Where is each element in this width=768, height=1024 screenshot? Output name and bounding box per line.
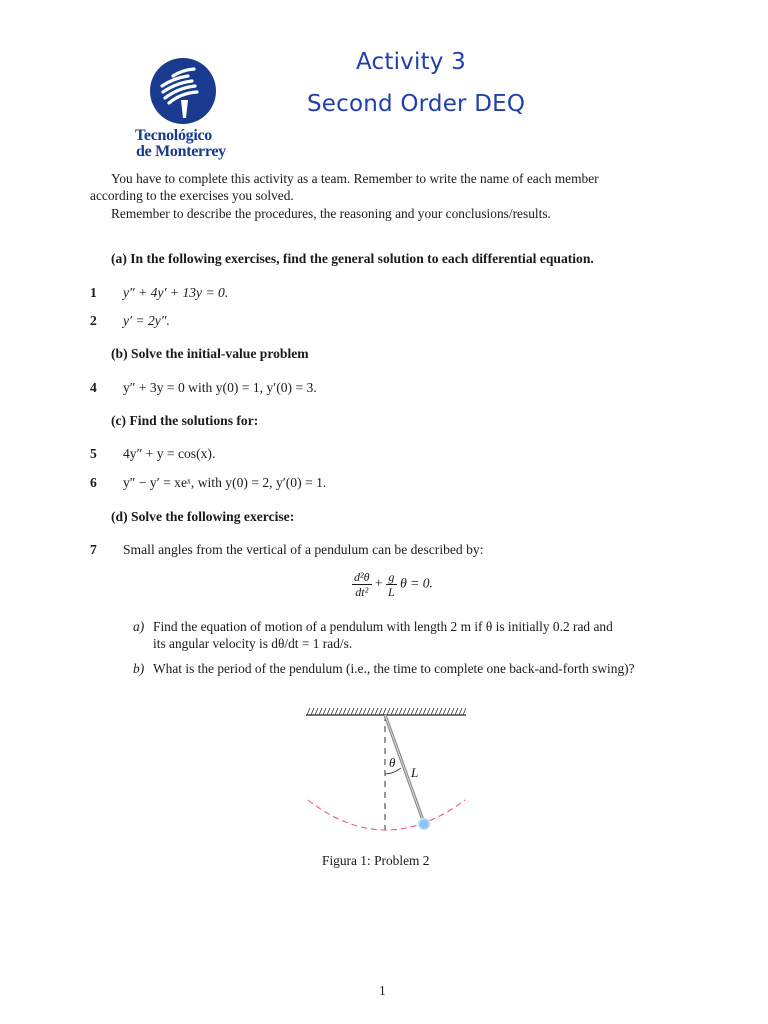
intro-line-1: You have to complete this activity as a team. Remember to write the name of each member — [111, 171, 599, 186]
pendulum-bob — [419, 819, 430, 830]
theta-label: θ — [389, 755, 396, 770]
subitem-a-line-2: its angular velocity is dθ/dt = 1 rad/s. — [153, 636, 353, 651]
eq-denominator-2: L — [387, 585, 395, 599]
problem-6-equation: y″ − y′ = xeˣ, with y(0) = 2, y′(0) = 1. — [123, 475, 327, 490]
subitem-a-label: a) — [133, 619, 145, 634]
intro-line-3: Remember to describe the procedures, the reasoning and your conclusions/results. — [111, 206, 551, 221]
logo-line-1: Tecnológico — [135, 127, 212, 144]
logo-line-2: de Monterrey — [136, 143, 226, 160]
problem-number: 2 — [90, 313, 97, 328]
section-a-heading: (a) In the following exercises, find the general solution to each differential equation. — [111, 251, 594, 266]
section-d-heading: (d) Solve the following exercise: — [111, 509, 295, 524]
eq-plus: + — [374, 575, 383, 591]
eq-numerator-2: g — [386, 570, 397, 585]
problem-1-equation: y″ + 4y′ + 13y = 0. — [123, 285, 229, 300]
problem-7-text: Small angles from the vertical of a pendulum can be described by: — [123, 542, 484, 557]
problem-number: 1 — [90, 285, 97, 300]
problem-5-equation: 4y″ + y = cos(x). — [123, 446, 216, 461]
ceiling-hatch — [307, 708, 466, 715]
figure-caption: Figura 1: Problem 2 — [322, 853, 430, 868]
section-b-heading: (b) Solve the initial-value problem — [111, 346, 309, 361]
torch-emblem-icon — [148, 56, 218, 126]
length-label: L — [411, 765, 419, 780]
page-title-line-1: Activity 3 — [356, 49, 466, 75]
page-number: 1 — [379, 983, 386, 998]
problem-number: 6 — [90, 475, 97, 490]
problem-number: 4 — [90, 380, 97, 395]
page-title-line-2: Second Order DEQ — [307, 91, 526, 117]
subitem-b-label: b) — [133, 661, 145, 676]
subitem-a-line-1: Find the equation of motion of a pendulum with length 2 m if θ is initially 0.2 rad and — [153, 619, 613, 634]
swing-arc — [308, 800, 465, 830]
eq-denominator-1: dt² — [355, 585, 369, 599]
problem-2-equation: y′ = 2y″. — [123, 313, 170, 328]
eq-rest: θ = 0. — [400, 575, 433, 591]
intro-line-2: according to the exercises you solved. — [90, 188, 294, 203]
problem-number: 7 — [90, 542, 97, 557]
problem-4-equation: y″ + 3y = 0 with y(0) = 1, y′(0) = 3. — [123, 380, 317, 395]
eq-numerator-1: d²θ — [354, 570, 370, 584]
pendulum-figure — [290, 700, 490, 840]
institution-logo — [135, 56, 240, 166]
problem-number: 5 — [90, 446, 97, 461]
pendulum-equation — [352, 570, 433, 599]
subitem-b-line-1: What is the period of the pendulum (i.e., the time to complete one back-and-forth swing)? — [153, 661, 635, 676]
section-c-heading: (c) Find the solutions for: — [111, 413, 259, 428]
